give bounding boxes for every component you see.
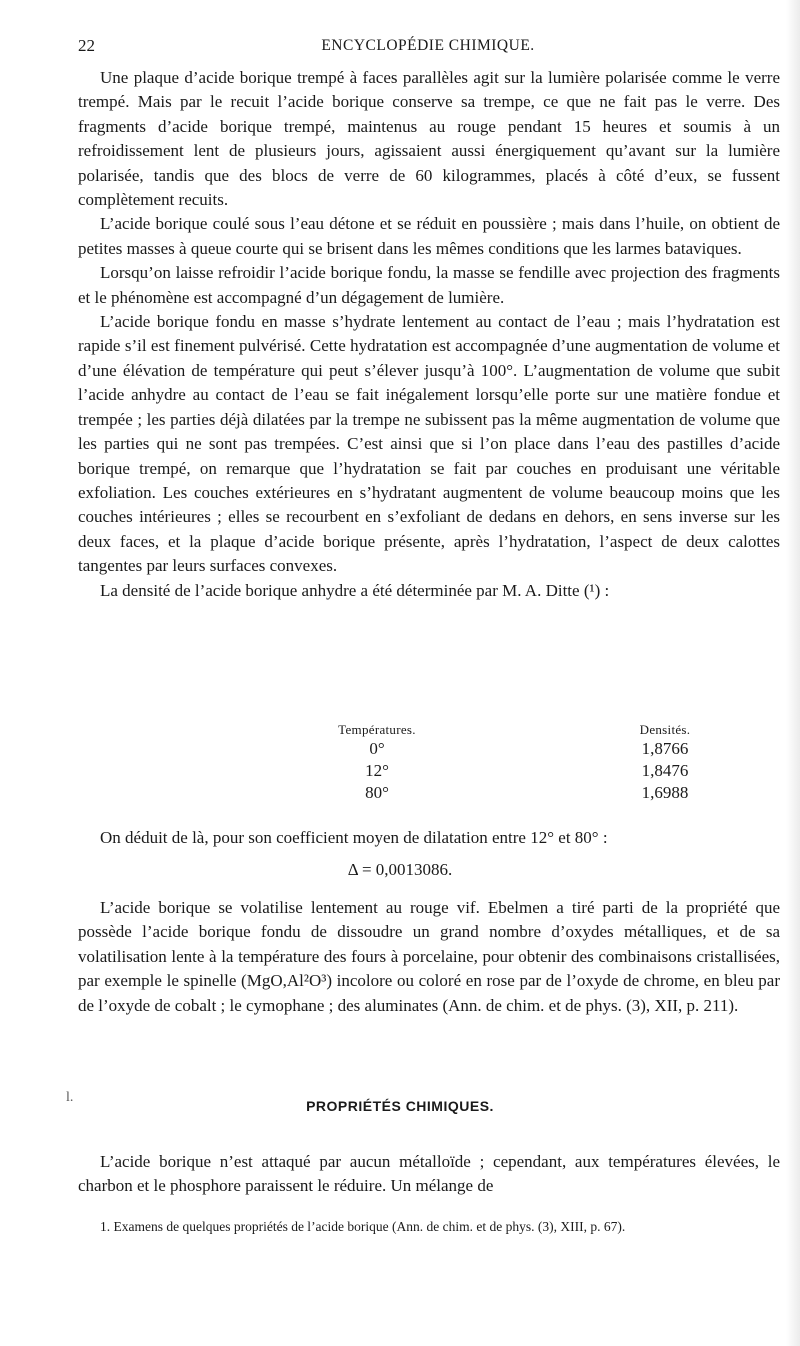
density-cell: 1,8766 xyxy=(641,739,689,758)
density-table xyxy=(0,722,800,822)
chemical-text-block xyxy=(78,1150,780,1199)
density-header: Densités. xyxy=(639,722,691,737)
density-cell: 1,8476 xyxy=(641,761,689,780)
paragraph-refroidissement: Lorsqu’on laisse refroidir l’acide borique fondu, la masse se fendille avec projection des fragments et le phénomène est accompagné d’un dégagement de lumière. xyxy=(78,263,780,307)
density-cell: 1,6988 xyxy=(641,783,689,802)
paragraph-chemical-properties: L’acide borique n’est attaqué par aucun métalloïde ; cependant, aux températures élevées, le charbon et le phosphore paraissent le réduire. Un mélange de xyxy=(78,1152,780,1196)
paragraph-coule-sous-eau: L’acide borique coulé sous l’eau détone et se réduit en poussière ; mais dans l’huile, on obtient de petites masses à queue courte qui se brisent dans les mêmes conditions que les larmes bataviques. xyxy=(78,214,780,258)
temperature-cell: 0° xyxy=(369,739,385,758)
density-column xyxy=(610,722,720,804)
page-edge-shadow xyxy=(786,0,800,1346)
page-number: 22 xyxy=(78,36,95,55)
section-heading: PROPRIÉTÉS CHIMIQUES. xyxy=(306,1098,494,1114)
volatilisation-text-block xyxy=(78,896,780,1018)
page-header xyxy=(78,36,778,60)
running-title: ENCYCLOPÉDIE CHIMIQUE. xyxy=(321,37,535,54)
temperature-cell: 12° xyxy=(365,761,389,780)
dilatation-formula: Δ = 0,0013086. xyxy=(347,860,453,879)
paragraph-densite: La densité de l’acide borique anhydre a été déterminée par M. A. Ditte (¹) : xyxy=(100,580,610,600)
temperature-header: Températures. xyxy=(338,722,416,737)
paragraph-volatilisation: L’acide borique se volatilise lentement au rouge vif. Ebelmen a tiré parti de la propriété que possède l’acide borique fondu de dissoudre un grand nombre d’oxydes métalliques, et de sa volatilisation lente à la température des fours à porcelaine, pour obtenir des combinaisons cristallisées, par exemple le spinelle (MgO,Al²O³) incolore ou coloré en rose par de l’oxyde de chrome, en bleu par de l’oxyde de cobalt ; le cymophane ; des aluminates (Ann. de chim. et de phys. (3), XII, p. 211). xyxy=(78,898,780,1015)
margin-mark: l. xyxy=(66,1090,74,1105)
temperature-cell: 80° xyxy=(365,783,389,802)
dilatation-text-block xyxy=(78,826,780,850)
footnote: 1. Examens de quelques propriétés de l’acide borique (Ann. de chim. et de phys. (3), XIII, p. 67). xyxy=(100,1219,626,1234)
paragraph-polarisation: Une plaque d’acide borique trempé à faces parallèles agit sur la lumière polarisée comme le verre trempé. Mais par le recuit l’acide borique conserve sa trempe, ce que ne fait pas le verre. Des fragments d’acide borique trempé, maintenus au rouge pendant 15 heures et soumis à un refroidissement lent de plusieurs jours, agissaient aussi énergiquement qu’avant sur la lumière polarisée, tandis que des blocs de verre de 60 kilogrammes, placés à côté d’eux, se fussent complètement recuits. xyxy=(78,68,780,210)
temperature-column xyxy=(282,722,472,804)
paragraph-dilatation: On déduit de là, pour son coefficient moyen de dilatation entre 12° et 80° : xyxy=(100,828,608,847)
paragraph-hydratation: L’acide borique fondu en masse s’hydrate lentement au contact de l’eau ; mais l’hydratation est rapide s’il est finement pulvérisé. Cette hydratation est accompagnée d’une augmentation de volume et d’une élévation de température qui peut s’élever jusqu’à 100°. L’augmentation de volume que subit l’acide anhydre au contact de l’eau se fait inégalement lorsqu’elle porte sur une matière fondue et trempée ; les parties déjà dilatées par la trempe ne subissent pas la même augmentation de volume que les parties qui ne sont pas trempées. C’est ainsi que si l’on place dans l’eau des pastilles d’acide borique trempé, on remarque que l’hydratation se fait par couches en produisant une véritable exfoliation. Les couches extérieures en s’hydratant augmentent de volume beaucoup moins que les couches intérieures ; elles se recourbent en s’exfoliant de dedans en dehors, en sens inverse sur les deux faces, et la plaque d’acide borique présente, après l’hydratation, l’aspect de deux calottes tangentes par leurs surfaces convexes. xyxy=(78,312,780,576)
main-text-block xyxy=(78,66,780,603)
